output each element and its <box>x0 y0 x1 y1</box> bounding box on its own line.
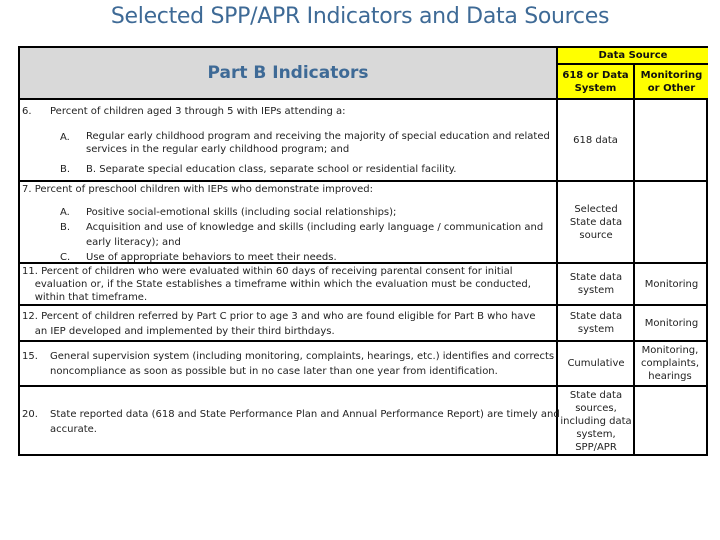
item-label: C. <box>60 252 71 263</box>
part-b-indicators-header: Part B Indicators <box>20 48 558 100</box>
other-source-cell: Monitoring <box>644 278 699 290</box>
item-label: B. <box>60 164 71 175</box>
item-text: B. Separate special education class, separate school or residential facility. <box>86 164 457 175</box>
indicator-text: 7. Percent of preschool children with IEPs who demonstrate improved: <box>22 184 373 195</box>
data-source-cell: Selected State data source <box>569 203 623 241</box>
item-label: A. <box>60 207 70 218</box>
data-source-cell: State data system <box>569 272 623 296</box>
data-source-header: Data Source <box>558 48 708 65</box>
col-618-header: 618 or Data System <box>558 65 635 100</box>
item-text: Regular early childhood program and receiving the majority of special education and related services in the regular early childhood program; and <box>86 131 550 155</box>
item-text: Positive social-emotional skills (including social relationships); <box>86 207 397 218</box>
indicator-number: 15. <box>22 351 38 362</box>
indicators-table <box>18 46 708 456</box>
item-label: A. <box>60 132 70 143</box>
indicator-text: 12. Percent of children referred by Part C prior to age 3 and who are found eligible for Part B who have an IEP developed and implemented by their third birthdays. <box>22 311 536 337</box>
other-source-cell: Monitoring, complaints, hearings <box>640 345 700 382</box>
item-text: Use of appropriate behaviors to meet their needs. <box>86 252 337 263</box>
item-label: B. <box>60 222 71 233</box>
indicator-text: 11. Percent of children who were evaluated within 60 days of receiving parental consent for initial evaluation or, if the State establishes a timeframe within which the evaluation must be conducted, within that timeframe. <box>22 266 531 303</box>
indicator-number: 6. <box>22 106 32 117</box>
indicator-text: General supervision system (including monitoring, complaints, hearings, etc.) identifies and corrects noncompliance as soon as possible but in no case later than one year from identification. <box>50 351 555 377</box>
data-source-cell: State data sources, including data system, SPP/APR <box>560 390 632 453</box>
page-title: Selected SPP/APR Indicators and Data Sources <box>110 4 610 29</box>
item-text: Acquisition and use of knowledge and skills (including early language / communication and early literacy); and <box>86 222 544 248</box>
col-monitoring-header: Monitoring or Other <box>635 65 708 100</box>
data-source-cell: 618 data <box>573 134 618 146</box>
indicator-number: 20. <box>22 409 38 420</box>
data-source-cell: State data system <box>569 311 623 335</box>
indicator-text: Percent of children aged 3 through 5 with IEPs attending a: <box>50 106 346 117</box>
other-source-cell: Monitoring <box>644 317 699 329</box>
data-source-cell: Cumulative <box>567 358 625 369</box>
indicator-text: State reported data (618 and State Performance Plan and Annual Performance Report) are timely and accurate. <box>50 409 560 435</box>
